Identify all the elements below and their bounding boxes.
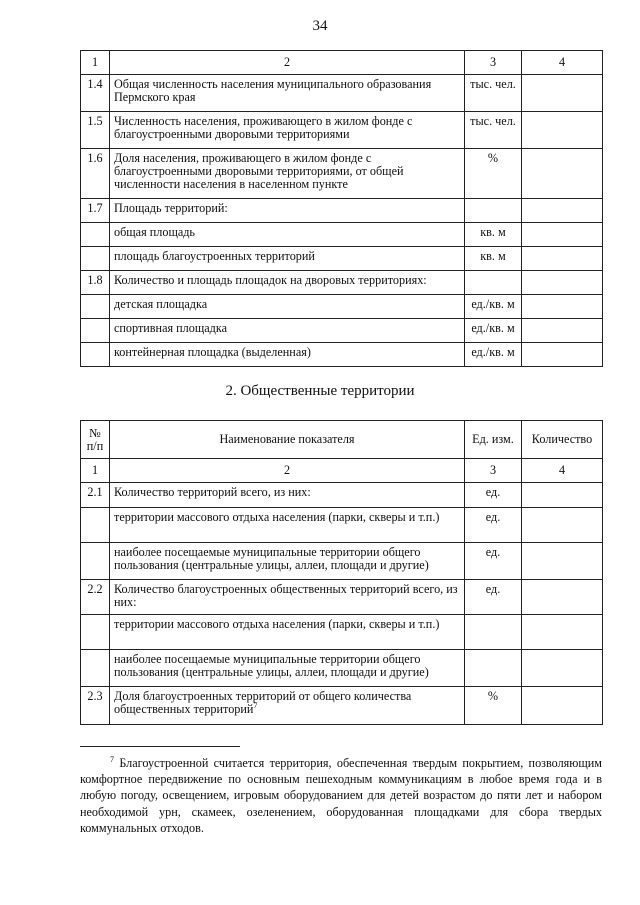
row-value (522, 223, 603, 247)
table-row (81, 319, 603, 343)
row-name: общая площадь (110, 223, 465, 247)
row-unit: тыс. чел. (465, 75, 522, 112)
row-value (522, 271, 603, 295)
row-value (522, 650, 603, 687)
row-name: наиболее посещаемые муниципальные территории общего пользования (центральные улицы, аллеи, площади и другие) (110, 650, 465, 687)
row-unit: тыс. чел. (465, 112, 522, 149)
row-name: территории массового отдыха населения (парки, скверы и т.п.) (110, 508, 465, 543)
table-row (81, 580, 603, 615)
row-unit: ед. (465, 508, 522, 543)
row-name: контейнерная площадка (выделенная) (110, 343, 465, 367)
row-name: спортивная площадка (110, 319, 465, 343)
yard-territories-rows (81, 75, 603, 367)
row-number: 2.1 (81, 483, 110, 508)
row-name: территории массового отдыха населения (парки, скверы и т.п.) (110, 615, 465, 650)
footnote (80, 755, 602, 836)
row-number (81, 223, 110, 247)
row-unit: кв. м (465, 223, 522, 247)
row-number (81, 650, 110, 687)
row-unit (465, 271, 522, 295)
row-name: Площадь территорий: (110, 199, 465, 223)
row-number: 1.8 (81, 271, 110, 295)
row-number: 2.2 (81, 580, 110, 615)
row-value (522, 295, 603, 319)
section-title: 2. Общественные территории (225, 383, 415, 399)
table-row (81, 223, 603, 247)
row-value (522, 483, 603, 508)
public-territories-rows (81, 483, 603, 725)
row-value (522, 112, 603, 149)
table-row (81, 112, 603, 149)
column-number-2: 2 (110, 459, 465, 483)
table-header-row (81, 421, 603, 459)
column-number-row (81, 459, 603, 483)
yard-territories-table (80, 50, 603, 367)
column-number-1: 1 (81, 51, 110, 75)
column-number-row (81, 51, 603, 75)
table-row (81, 687, 603, 725)
row-name: площадь благоустроенных территорий (110, 247, 465, 271)
header-num: № п/п (81, 421, 110, 459)
row-value (522, 343, 603, 367)
row-unit: % (465, 687, 522, 725)
row-number: 1.5 (81, 112, 110, 149)
row-name: Доля благоустроенных территорий от общего количества общественных территорий$^7$ (110, 687, 465, 725)
row-value (522, 615, 603, 650)
row-name: Количество и площадь площадок на дворовых территориях: (110, 271, 465, 295)
row-value (522, 75, 603, 112)
row-name: Количество благоустроенных общественных территорий всего, из них: (110, 580, 465, 615)
row-unit: ед. (465, 483, 522, 508)
header-unit: Ед. изм. (465, 421, 522, 459)
row-unit (465, 199, 522, 223)
page-number: 34 (312, 18, 328, 34)
footnote-text: Благоустроенной считается территория, обеспеченная твердым покрытием, позволяющим комфортное передвижение по основным пешеходным коммуникациям в любое время года и в любую погоду, освещением, игровым оборудованием для детей возрастом до пяти лет и набором необходимой урн, скамеек, озеленением, оборудованная площадками для сбора твердых коммунальных отходов. (80, 756, 602, 835)
table-row (81, 508, 603, 543)
column-number-4: 4 (522, 51, 603, 75)
row-number: 1.7 (81, 199, 110, 223)
row-number: 2.3 (81, 687, 110, 725)
column-number-3: 3 (465, 51, 522, 75)
row-value (522, 508, 603, 543)
row-number: 1.4 (81, 75, 110, 112)
row-number (81, 343, 110, 367)
row-number (81, 295, 110, 319)
row-unit: ед./кв. м (465, 343, 522, 367)
footnote-reference: 7 (253, 700, 258, 710)
row-name: Доля населения, проживающего в жилом фонде с благоустроенными дворовыми территориями, от общей численности населения в населенном пункте (110, 149, 465, 199)
column-number-2: 2 (110, 51, 465, 75)
public-territories-table (80, 420, 603, 725)
row-number (81, 615, 110, 650)
column-number-4: 4 (522, 459, 603, 483)
column-number-1: 1 (81, 459, 110, 483)
table-row (81, 483, 603, 508)
table-row (81, 247, 603, 271)
row-unit: кв. м (465, 247, 522, 271)
header-value: Количество (522, 421, 603, 459)
table-row (81, 543, 603, 580)
row-number (81, 247, 110, 271)
row-unit: ед./кв. м (465, 295, 522, 319)
row-value (522, 149, 603, 199)
footnote-marker: 7 (110, 754, 114, 764)
row-value (522, 543, 603, 580)
footnote-separator (80, 746, 240, 747)
table-row (81, 271, 603, 295)
row-value (522, 319, 603, 343)
row-unit: ед./кв. м (465, 319, 522, 343)
row-value (522, 687, 603, 725)
row-number (81, 319, 110, 343)
row-number: 1.6 (81, 149, 110, 199)
table-row (81, 75, 603, 112)
row-name: Численность населения, проживающего в жилом фонде с благоустроенными дворовыми территориями (110, 112, 465, 149)
row-name: детская площадка (110, 295, 465, 319)
row-unit: % (465, 149, 522, 199)
table-row (81, 199, 603, 223)
row-value (522, 247, 603, 271)
table-row (81, 615, 603, 650)
row-unit: ед. (465, 543, 522, 580)
row-number (81, 508, 110, 543)
row-unit: ед. (465, 580, 522, 615)
row-number (81, 543, 110, 580)
row-value (522, 199, 603, 223)
table-row (81, 343, 603, 367)
table-row (81, 295, 603, 319)
row-name: наиболее посещаемые муниципальные территории общего пользования (центральные улицы, аллеи, площади и другие) (110, 543, 465, 580)
header-name: Наименование показателя (110, 421, 465, 459)
column-number-3: 3 (465, 459, 522, 483)
row-name: Количество территорий всего, из них: (110, 483, 465, 508)
row-unit (465, 650, 522, 687)
row-unit (465, 615, 522, 650)
table-row (81, 650, 603, 687)
row-name: Общая численность населения муниципального образования Пермского края (110, 75, 465, 112)
row-value (522, 580, 603, 615)
table-row (81, 149, 603, 199)
